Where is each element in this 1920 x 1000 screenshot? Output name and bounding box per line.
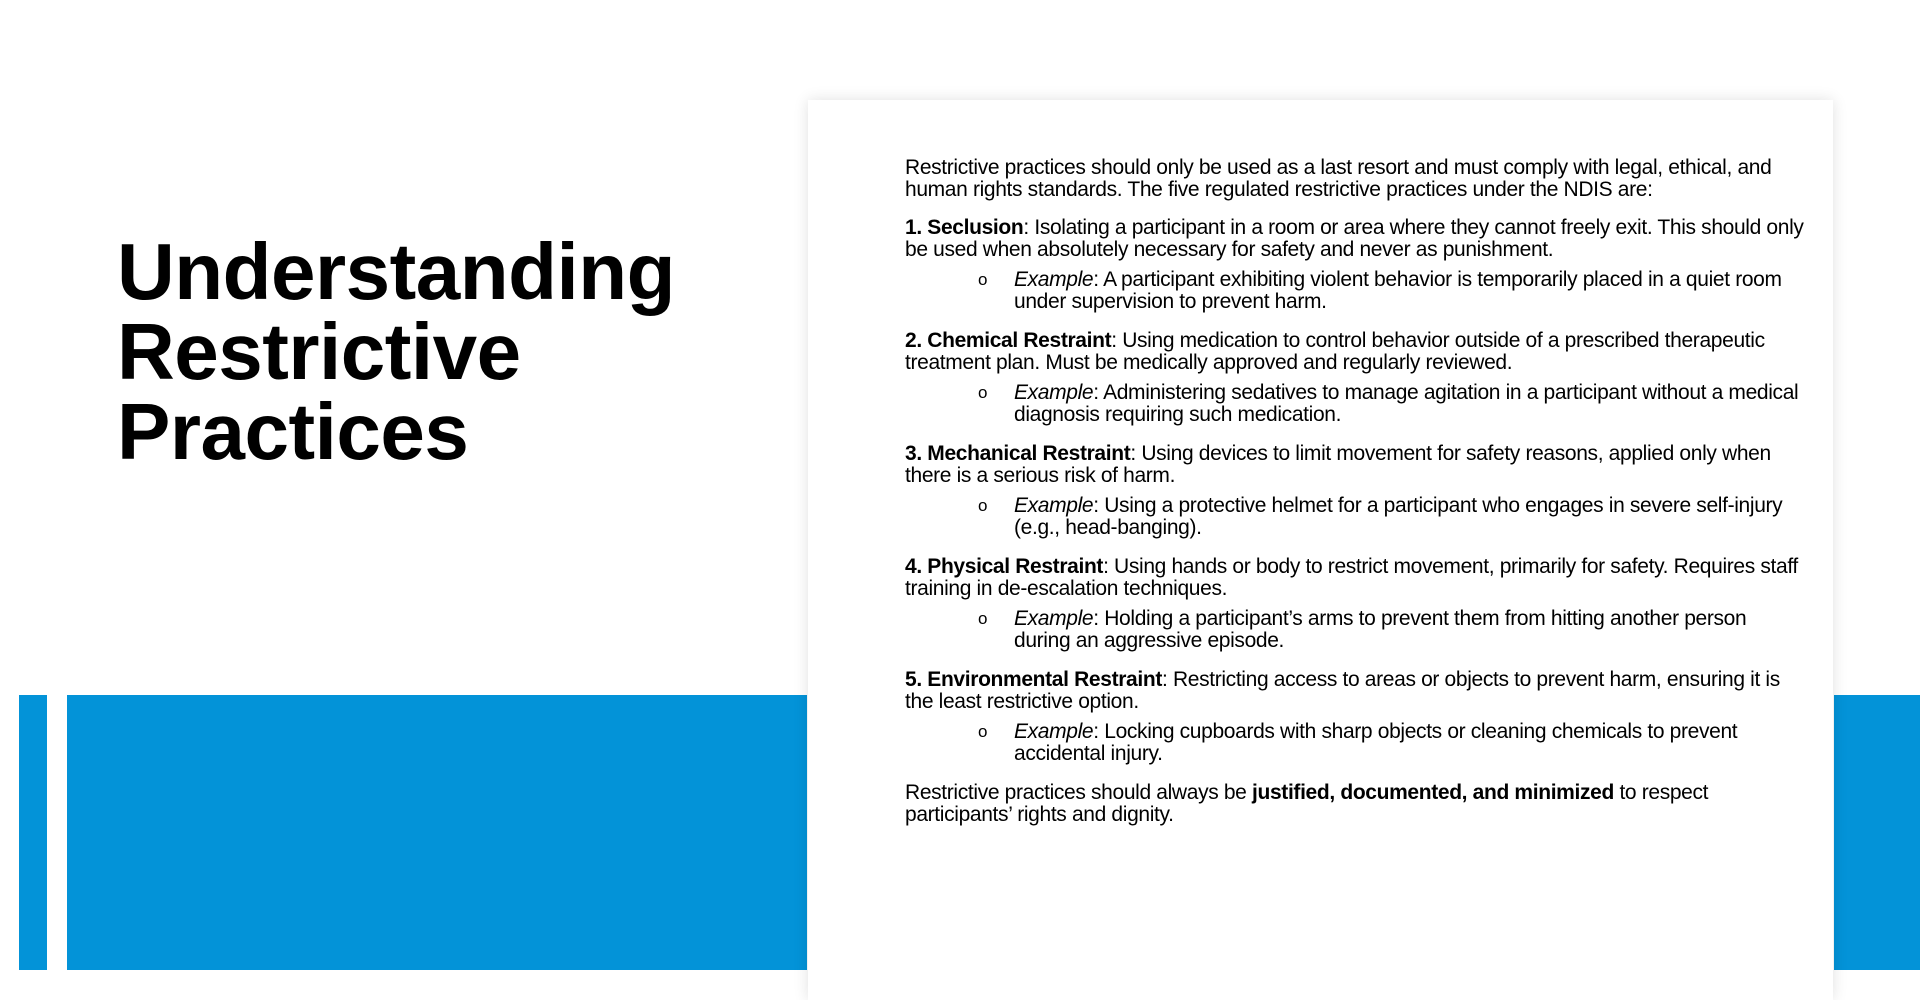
practice-definition: 3. Mechanical Restraint: Using devices to limit movement for safety reasons, applied only when there is a serious risk of harm. (905, 442, 1771, 487)
bullet-icon: o (978, 383, 988, 402)
closing-paragraph: Restrictive practices should always be justified, documented, and minimized to respect participants’ rights and dignity. (905, 781, 1709, 826)
practice-definition: 2. Chemical Restraint: Using medication to control behavior outside of a prescribed therapeutic treatment plan. Must be medically approved and regularly reviewed. (905, 329, 1765, 374)
practice-term: 1. Seclusion (905, 216, 1024, 239)
practice-example: o Example: A participant exhibiting violent behavior is temporarily placed in a quiet room under supervision to prevent harm. (978, 268, 1782, 313)
practice-item (905, 443, 1805, 539)
bullet-icon: o (978, 609, 988, 628)
practice-definition: 5. Environmental Restraint: Restricting access to areas or objects to prevent harm, ensuring it is the least restrictive option. (905, 668, 1780, 713)
bullet-icon: o (978, 496, 988, 515)
intro-paragraph: Restrictive practices should only be used as a last resort and must comply with legal, ethical, and human rights standards. The five regulated restrictive practices under the NDIS are: (905, 156, 1772, 201)
practice-item (905, 217, 1805, 313)
practice-example: o Example: Using a protective helmet for a participant who engages in severe self-injury (e.g., head-banging). (978, 494, 1783, 539)
accent-band (67, 695, 807, 970)
practice-item (905, 669, 1805, 765)
practice-definition: 4. Physical Restraint: Using hands or body to restrict movement, primarily for safety. Requires staff training in de-escalation techniques. (905, 555, 1798, 600)
practice-item (905, 556, 1805, 652)
practice-term: 4. Physical Restraint (905, 555, 1104, 578)
practice-example: o Example: Locking cupboards with sharp objects or cleaning chemicals to prevent accidental injury. (978, 720, 1738, 765)
practice-term: 5. Environmental Restraint (905, 668, 1162, 691)
practice-example: o Example: Holding a participant’s arms to prevent them from hitting another person during an aggressive episode. (978, 607, 1747, 652)
accent-stripe (19, 695, 47, 970)
bullet-icon: o (978, 270, 988, 289)
practice-term: 3. Mechanical Restraint (905, 442, 1131, 465)
bullet-icon: o (978, 722, 988, 741)
slide-title: Understanding Restrictive Practices (117, 227, 675, 476)
accent-band-right (1834, 695, 1920, 970)
practice-example: o Example: Administering sedatives to manage agitation in a participant without a medical diagnosis requiring such medication. (978, 381, 1799, 426)
content-card (808, 100, 1833, 1000)
practice-item (905, 330, 1805, 426)
practice-definition: 1. Seclusion: Isolating a participant in a room or area where they cannot freely exit. This should only be used when absolutely necessary for safety and never as punishment. (905, 216, 1804, 261)
content-text (905, 157, 1805, 826)
practice-term: 2. Chemical Restraint (905, 329, 1112, 352)
